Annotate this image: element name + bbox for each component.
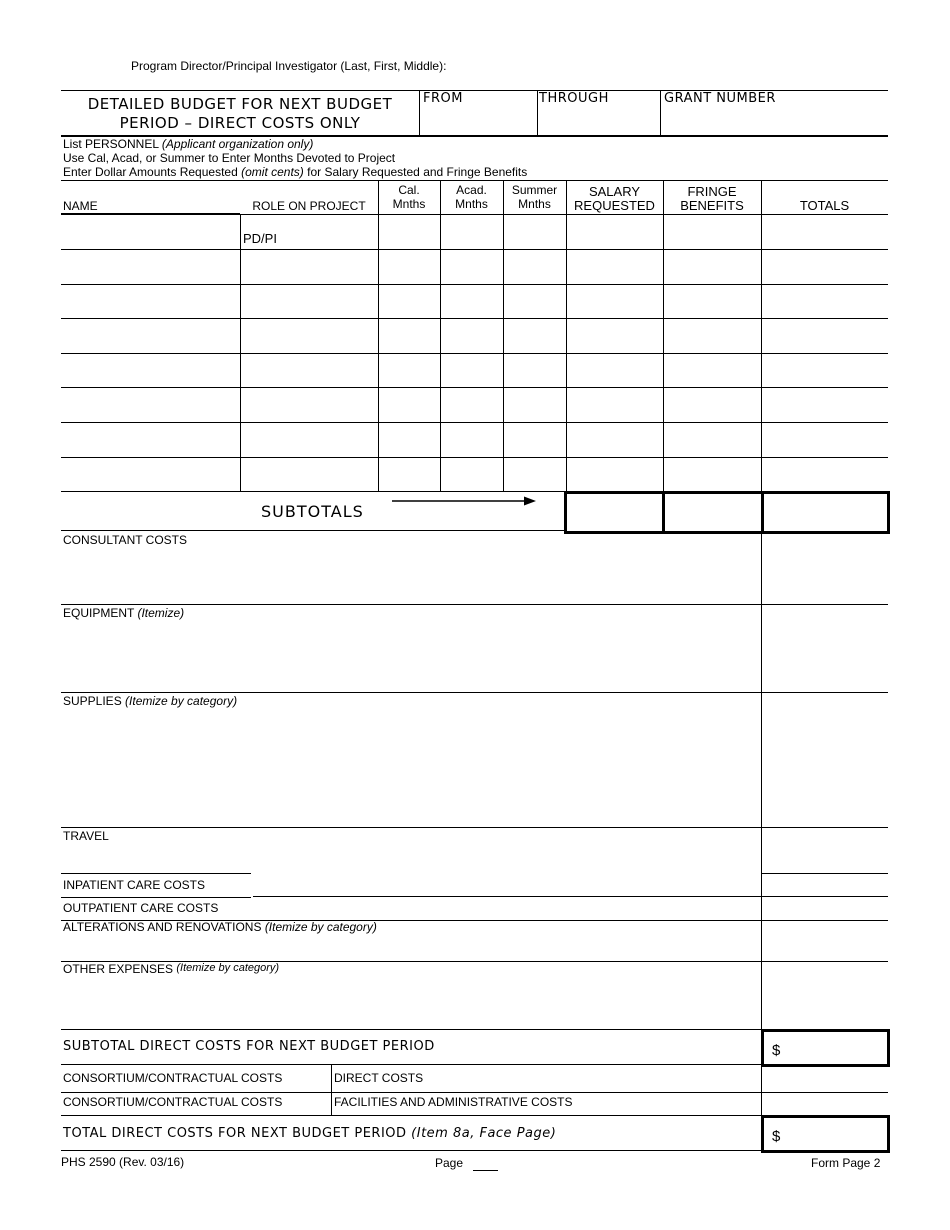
supplies-field[interactable] xyxy=(62,710,760,826)
col-cal-2: Mnths xyxy=(392,197,426,211)
row-rule xyxy=(61,1029,761,1030)
equipment-label xyxy=(63,606,184,620)
form-title-line2: PERIOD – DIRECT COSTS ONLY xyxy=(119,114,361,132)
page-number-line xyxy=(473,1170,498,1171)
divider xyxy=(378,180,379,491)
col-fringe-1: FRINGE xyxy=(687,184,737,199)
subtotal-direct-label: SUBTOTAL DIRECT COSTS FOR NEXT BUDGET PERIOD xyxy=(63,1039,435,1054)
row-rule xyxy=(61,692,888,693)
divider xyxy=(761,180,762,491)
through-date-field[interactable] xyxy=(539,108,658,133)
other-expenses-field[interactable] xyxy=(62,978,760,1028)
page-label: Page xyxy=(435,1156,464,1170)
supplies-label-text: SUPPLIES xyxy=(63,694,126,708)
consultant-costs-label: CONSULTANT COSTS xyxy=(63,533,188,547)
form-page: Form Page 2 xyxy=(811,1156,881,1170)
row-rule xyxy=(61,604,888,605)
equipment-label-italic: (Itemize) xyxy=(137,606,185,620)
total-direct-label-italic: (Item 8a, Face Page) xyxy=(411,1126,557,1141)
travel-label: TRAVEL xyxy=(63,829,109,843)
table-row[interactable] xyxy=(62,250,240,284)
from-date-field[interactable] xyxy=(421,108,535,133)
col-summer-1: Summer xyxy=(511,183,558,197)
outpatient-field[interactable] xyxy=(253,898,760,919)
row-rule xyxy=(253,896,888,897)
equipment-field[interactable] xyxy=(62,622,760,691)
from-label: FROM xyxy=(423,91,463,106)
table-row[interactable] xyxy=(62,215,240,249)
row-rule xyxy=(61,897,251,898)
table-row[interactable] xyxy=(62,354,240,387)
consortium-direct-field[interactable] xyxy=(763,1066,888,1091)
alterations-label-text: ALTERATIONS AND RENOVATIONS xyxy=(63,920,265,934)
divider xyxy=(419,90,420,136)
total-direct-label-text: TOTAL DIRECT COSTS FOR NEXT BUDGET PERIOD xyxy=(63,1126,412,1141)
consultant-costs-field[interactable] xyxy=(62,548,760,603)
col-acad-1: Acad. xyxy=(456,183,487,197)
table-row[interactable] xyxy=(62,285,240,318)
grant-number-label: GRANT NUMBER xyxy=(664,91,776,106)
divider xyxy=(537,90,538,136)
divider xyxy=(660,90,661,136)
col-acad-2: Mnths xyxy=(455,197,488,211)
travel-total[interactable] xyxy=(763,829,888,872)
divider xyxy=(761,1066,762,1115)
form-title-line1: DETAILED BUDGET FOR NEXT BUDGET xyxy=(87,95,393,113)
inpatient-field[interactable] xyxy=(253,875,760,896)
instruction-line3-suffix: for Salary Requested and Fringe Benefits xyxy=(303,165,528,179)
row-rule xyxy=(240,214,888,215)
equipment-total[interactable] xyxy=(763,606,888,691)
row-rule xyxy=(61,827,888,828)
row-rule xyxy=(61,873,251,874)
total-direct-label xyxy=(63,1126,556,1142)
alterations-total[interactable] xyxy=(763,922,888,960)
total-direct-field[interactable] xyxy=(761,1115,890,1153)
subtotal-direct-field[interactable] xyxy=(761,1029,890,1067)
inpatient-label: INPATIENT CARE COSTS xyxy=(63,878,206,892)
col-salary-2: REQUESTED xyxy=(574,198,655,213)
other-expenses-label-italic: (Itemize by category) xyxy=(176,962,280,974)
instruction-line3-text: Enter Dollar Amounts Requested xyxy=(63,165,242,179)
direct-costs-label: DIRECT COSTS xyxy=(334,1071,424,1085)
table-row[interactable] xyxy=(62,319,240,353)
subtotal-currency: $ xyxy=(772,1042,781,1059)
fa-costs-label: FACILITIES AND ADMINISTRATIVE COSTS xyxy=(334,1095,573,1109)
instruction-line1-italic: (Applicant organization only) xyxy=(161,137,314,151)
instruction-line1 xyxy=(63,137,313,151)
divider xyxy=(503,180,504,491)
divider xyxy=(663,180,664,491)
other-expenses-total[interactable] xyxy=(763,963,888,1028)
consortium-label-2: CONSORTIUM/CONTRACTUAL COSTS xyxy=(63,1095,283,1109)
other-expenses-label xyxy=(63,962,279,977)
divider xyxy=(440,180,441,491)
divider xyxy=(331,1064,332,1115)
arrow-right-icon xyxy=(392,494,536,508)
other-expenses-label-text: OTHER EXPENSES xyxy=(63,962,177,976)
subtotals-label: SUBTOTALS xyxy=(261,502,364,521)
supplies-label-italic: (Itemize by category) xyxy=(125,694,238,708)
instruction-line2: Use Cal, Acad, or Summer to Enter Months Devoted to Project xyxy=(63,151,396,165)
salary-subtotal-field[interactable] xyxy=(564,491,665,534)
col-summer-2: Mnths xyxy=(518,197,551,211)
travel-field[interactable] xyxy=(62,844,760,872)
col-totals: TOTALS xyxy=(799,198,850,213)
instruction-line3-italic: (omit cents) xyxy=(241,165,304,179)
through-label: THROUGH xyxy=(539,91,609,106)
table-row[interactable] xyxy=(62,458,240,491)
pi-label: Program Director/Principal Investigator (Last, First, Middle): xyxy=(131,59,447,73)
pi-name-field[interactable] xyxy=(480,57,880,75)
alterations-field[interactable] xyxy=(62,936,760,960)
page-number-field[interactable] xyxy=(473,1154,498,1170)
outpatient-total[interactable] xyxy=(763,898,888,919)
inpatient-total[interactable] xyxy=(763,875,888,896)
table-row[interactable] xyxy=(62,388,240,422)
consultant-costs-total[interactable] xyxy=(763,535,888,603)
alterations-label xyxy=(63,920,377,934)
col-name: NAME xyxy=(63,199,98,213)
table-row[interactable] xyxy=(62,423,240,457)
grant-number-field[interactable] xyxy=(662,108,886,133)
role-pd-pi: PD/PI xyxy=(243,231,277,246)
supplies-label xyxy=(63,694,237,708)
form-id: PHS 2590 (Rev. 03/16) xyxy=(61,1155,185,1169)
consortium-fa-field[interactable] xyxy=(763,1093,888,1115)
row-rule xyxy=(61,1064,761,1065)
total-currency: $ xyxy=(772,1128,781,1145)
row-rule xyxy=(61,530,564,531)
table-top-rule xyxy=(61,180,888,181)
supplies-total[interactable] xyxy=(763,694,888,826)
row-rule xyxy=(61,1150,761,1151)
divider xyxy=(761,533,762,1030)
fringe-subtotal-field[interactable] xyxy=(662,491,764,534)
divider xyxy=(566,180,567,491)
outpatient-label: OUTPATIENT CARE COSTS xyxy=(63,901,219,915)
instruction-line1-text: List PERSONNEL xyxy=(63,137,162,151)
equipment-label-text: EQUIPMENT xyxy=(63,606,138,620)
alterations-label-italic: (Itemize by category) xyxy=(264,920,377,934)
col-role: ROLE ON PROJECT xyxy=(252,199,366,213)
instruction-line3 xyxy=(63,165,527,179)
col-cal-1: Cal. xyxy=(398,183,420,197)
col-fringe-2: BENEFITS xyxy=(680,198,744,213)
col-salary-1: SALARY xyxy=(588,184,641,199)
totals-subtotal-field[interactable] xyxy=(761,491,890,534)
row-rule xyxy=(761,873,888,874)
consortium-label-1: CONSORTIUM/CONTRACTUAL COSTS xyxy=(63,1071,283,1085)
